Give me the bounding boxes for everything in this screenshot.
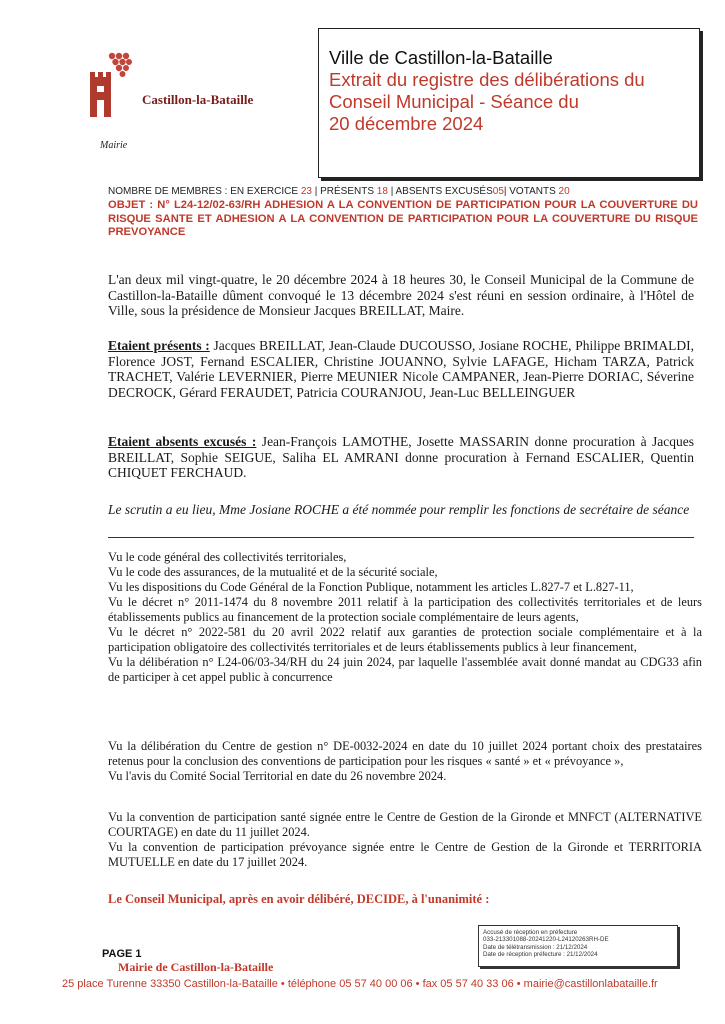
vu-item: Vu le code des assurances, de la mutualité et de la sécurité sociale,: [108, 565, 438, 579]
castillon-logo: [82, 50, 142, 120]
absents-label: Etaient absents excusés :: [108, 434, 257, 449]
vu-item: Vu le code général des collectivités territoriales,: [108, 550, 347, 564]
members-en-exercice: 23: [300, 186, 312, 197]
vu-item: Vu la délibération n° L24-06/03-34/RH du 24 juin 2024, par laquelle l'assemblée avait donné mandat au CDG33 afin de participer à cet appel public à concurrence: [108, 655, 702, 684]
receipt-line: Date de réception préfecture : 21/12/2024: [483, 951, 598, 959]
objet-heading: OBJET : N° L24-12/02-63/RH ADHESION A LA CONVENTION DE PARTICIPATION POUR LA COUVERTURE DU RISQUE SANTE ET ADHESION A LA CONVENTION DE PARTICIPATION POUR LA COUVERTURE DU RISQUE PREVOYANCE: [108, 199, 698, 238]
divider: [108, 537, 694, 538]
votants-label: | VOTANTS: [503, 186, 556, 197]
absents-label: | ABSENTS EXCUSÉS: [390, 186, 493, 197]
vu-item: Vu la convention de participation prévoyance signée entre le Centre de Gestion de la Gironde et TERRITORIA MUTUELLE en date du 17 juillet 2024.: [108, 840, 702, 869]
vu-item: Vu la convention de participation santé signée entre le Centre de Gestion de la Gironde et MNFCT (ALTERNATIVE COURTAGE) en date du 11 juillet 2024.: [108, 810, 702, 839]
logo-name: Castillon-la-Bataille: [142, 92, 254, 107]
receipt-line: Date de télétransmission : 21/12/2024: [483, 943, 588, 951]
footer-mairie-name: Mairie de Castillon-la-Bataille: [118, 960, 274, 974]
vu-item: Vu le décret n° 2022-581 du 20 avril 2022 relatif aux garanties de protection sociale complémentaire et à la participation obligatoire des collectivités territoriales et de leurs établissements publics à leur financement,: [108, 625, 702, 654]
votants-count: 20: [558, 186, 570, 197]
presents-names: Jacques BREILLAT, Jean-Claude DUCOUSSO, Josiane ROCHE, Philippe BRIMALDI, Florence JOST, Fernand ESCALIER, Christine JOUANNO, Sylvie LAFAGE, Hicham TARZA, Patrick TRACHET, Valérie LEVERNIER, Pierre MEUNIER Nicole CAMPANER, Jean-Pierre DORIAC, Séverine DECROCK, Gérard FERAUDET, Patricia COURANJOU, Jean-Luc BELLEINGUER: [108, 338, 694, 400]
decision-heading: Le Conseil Municipal, après en avoir délibéré, DECIDE, à l'unanimité :: [108, 892, 490, 906]
title-line-1: Ville de Castillon-la-Bataille: [329, 47, 553, 68]
presents-paragraph: [108, 338, 694, 400]
vu-block-1: [108, 550, 702, 685]
title-line-4: 20 décembre 2024: [329, 113, 484, 134]
vu-item: Vu l'avis du Comité Social Territorial en date du 26 novembre 2024.: [108, 769, 447, 783]
presents-label: Etaient présents :: [108, 338, 210, 353]
title-box: [318, 28, 700, 178]
vu-item: Vu la délibération du Centre de gestion n° DE-0032-2024 en date du 10 juillet 2024 portant choix des prestataires retenus pour la conclusion des conventions de participation pour les risques « santé » et « prévoyance »,: [108, 739, 702, 768]
members-count-line: [108, 186, 570, 197]
receipt-line: Accusé de réception en préfecture: [483, 929, 578, 936]
prefecture-receipt-stamp: [478, 925, 678, 967]
absents-count: 05: [492, 186, 504, 197]
vu-item: Vu les dispositions du Code Général de la Fonction Publique, notamment les articles L.827-7 et L.827-11,: [108, 580, 634, 594]
vu-block-3: [108, 810, 702, 870]
members-label: NOMBRE DE MEMBRES : EN EXERCICE: [108, 186, 299, 197]
castle-grapes-icon: [82, 50, 142, 120]
absents-names: Jean-François LAMOTHE, Josette MASSARIN donne procuration à Jacques BREILLAT, Sophie SEIGUE, Saliha EL AMRANI donne procuration à Fernand ESCALIER, Quentin CHIQUET FERCHAUD.: [108, 434, 695, 480]
receipt-line: 033-213301088-20241220-L24120263RH-DE: [483, 936, 609, 944]
intro-paragraph: L'an deux mil vingt-quatre, le 20 décembre 2024 à 18 heures 30, le Conseil Municipal de la Commune de Castillon-la-Bataille dûment convoqué le 13 décembre 2024 s'est réuni en session ordinaire, à l'Hôtel de Ville, sous la présidence de Monsieur Jacques BREILLAT, Maire.: [108, 272, 694, 318]
presents-count: 18: [376, 186, 388, 197]
page-number: PAGE 1: [102, 948, 142, 960]
absents-paragraph: [108, 434, 694, 481]
presents-label: | PRÉSENTS: [314, 186, 374, 197]
footer-address: 25 place Turenne 33350 Castillon-la-Bataille • téléphone 05 57 40 00 06 • fax 05 57 40 33 06 • mairie@castillonlabataille.fr: [62, 978, 658, 990]
title-line-2: Extrait du registre des délibérations du: [329, 69, 645, 90]
scrutin-paragraph: Le scrutin a eu lieu, Mme Josiane ROCHE a été nommée pour remplir les fonctions de secrétaire de séance: [108, 502, 690, 517]
title-line-3: Conseil Municipal - Séance du: [329, 91, 579, 112]
logo-subtitle: Mairie: [100, 140, 128, 151]
vu-block-2: [108, 739, 702, 784]
vu-item: Vu le décret n° 2011-1474 du 8 novembre 2011 relatif à la participation des collectivités territoriales et de leurs établissements publics au financement de la protection sociale complémentaire de leurs agents,: [108, 595, 702, 624]
